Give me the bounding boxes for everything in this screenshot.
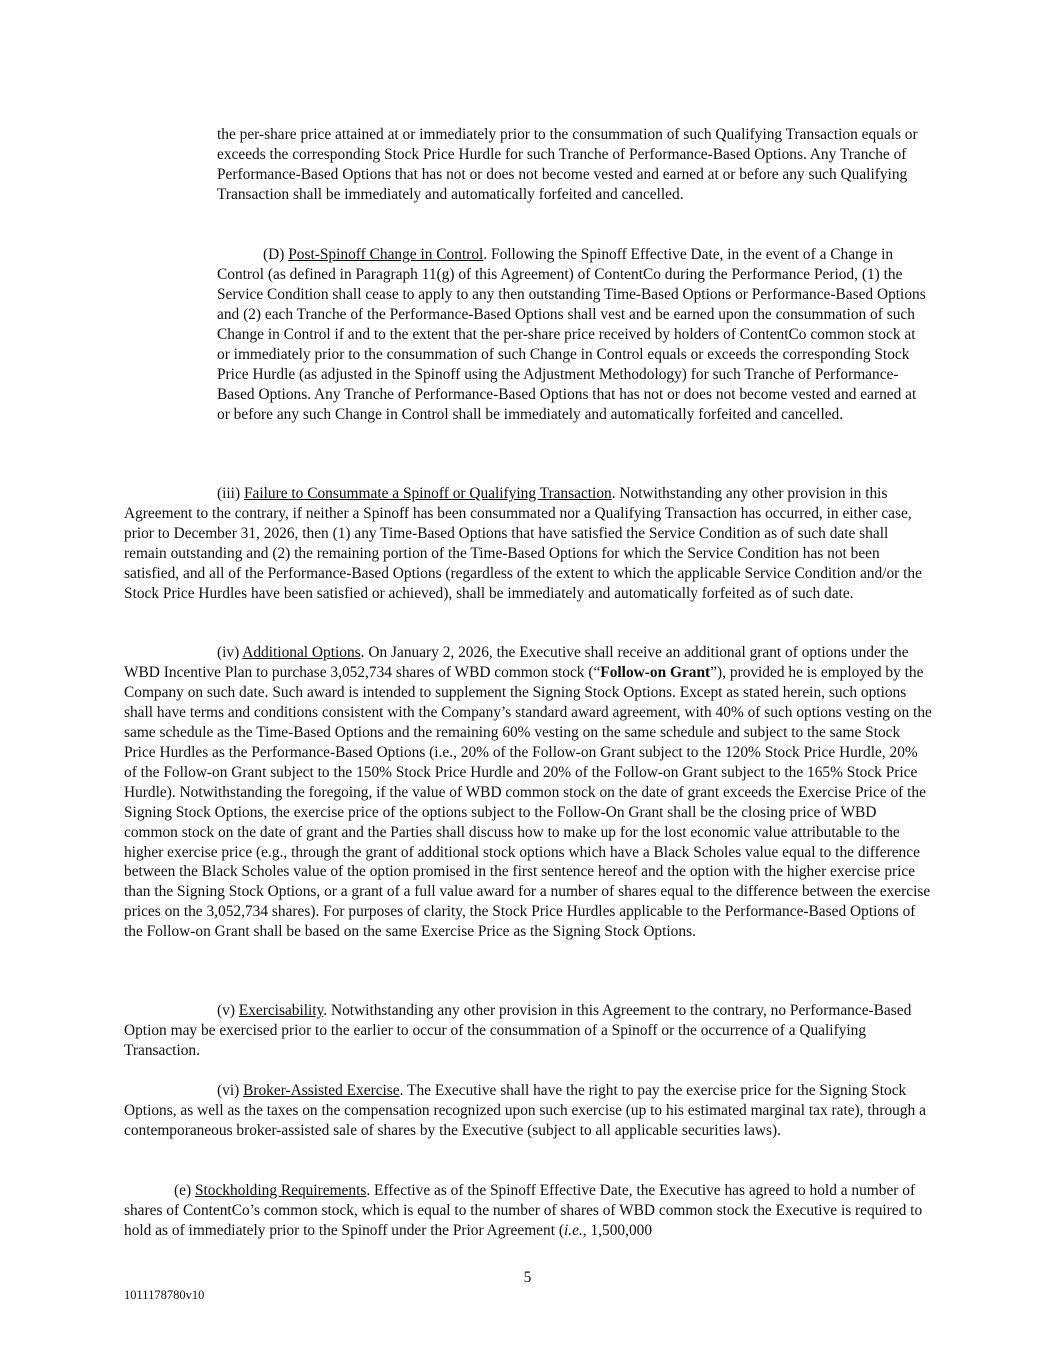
- paragraph-text: . Effective as of the Spinoff Effective Date, the Executive has agreed to hold a number of shares of ContentCo’s common stock, which is equal to the number of shares of WBD common stock the Executive is required to hold as of immediately prior to the Spinoff under the Prior Agreement (: [124, 1182, 923, 1239]
- paragraph-heading: Additional Options: [242, 644, 361, 661]
- document-id: 1011178780v10: [124, 1288, 205, 1302]
- paragraph-text: . Following the Spinoff Effective Date, in the event of a Change in Control (as defined in Paragraph 11(g) of this Agreement) of ContentCo during the Performance Period, (1) the Service Condition shall cease to apply to any then outstanding Time-Based Options or Performance-Based Options and (2) each Tranche of the Performance-Based Options shall vest and be earned upon the consummation of such Change in Control if and to the extent that the per-share price received by holders of ContentCo common stock at or immediately prior to the consummation of such Change in Control equals or exceeds the corresponding Stock Price Hurdle (as adjusted in the Spinoff using the Adjustment Methodology) for such Tranche of Performance-Based Options. Any Tranche of Performance-Based Options that has not or does not become vested and earned at or before any such Change in Control shall be immediately and automatically forfeited and cancelled.: [217, 246, 926, 423]
- italic-term: i.e.: [563, 1221, 583, 1239]
- paragraph-text: . Notwithstanding any other provision in this Agreement to the contrary, no Performance-Based Option may be exercised prior to the earlier to occur of the consummation of a Spinoff or the occurrence of a Qualifying Transaction.: [124, 1002, 912, 1059]
- paragraph-heading: Stockholding Requirements: [194, 1182, 367, 1199]
- paragraph-iv-additional-options: [124, 643, 932, 942]
- paragraph-text: . On January 2, 2026, the Executive shall receive an additional grant of options under the WBD Incentive Plan to purchase 3,052,734 shares of WBD common stock (“: [124, 644, 909, 681]
- paragraph-number: (D): [263, 246, 289, 263]
- paragraph-text: . The Executive shall have the right to pay the exercise price for the Signing Stock Options, as well as the taxes on the compensation recognized upon such exercise (up to his estimated marginal tax rate), through a contemporaneous broker-assisted sale of shares by the Executive (subject to all applicable securities laws).: [124, 1082, 926, 1139]
- paragraph-heading: Failure to Consummate a Spinoff or Qualifying Transaction: [243, 485, 612, 502]
- page-number: 5: [523, 1269, 532, 1286]
- paragraph-heading: Broker-Assisted Exercise: [243, 1082, 400, 1099]
- paragraph-number: (vi): [217, 1082, 244, 1099]
- paragraph-vi-broker-assisted: [124, 1081, 932, 1141]
- paragraph-e-stockholding: [124, 1181, 932, 1241]
- paragraph-D-post-spinoff: [217, 245, 932, 425]
- paragraph-text: . Notwithstanding any other provision in this Agreement to the contrary, if neither a Spinoff has been consummated nor a Qualifying Transaction has occurred, in either case, prior to December 31, 2026, then (1) any Time-Based Options that have satisfied the Service Condition as of such date shall remain outstanding and (2) the remaining portion of the Time-Based Options for which the Service Condition has not been satisfied, and all of the Performance-Based Options (regardless of the extent to which the applicable Service Condition and/or the Stock Price Hurdles have been satisfied or achieved), shall be immediately and automatically forfeited as of such date.: [124, 485, 922, 602]
- paragraph-heading: Post-Spinoff Change in Control: [288, 246, 484, 263]
- paragraph-number: (iii): [217, 485, 244, 502]
- defined-term: Follow-on Grant: [600, 663, 711, 681]
- paragraph-text: the per-share price attained at or immediately prior to the consummation of such Qualifying Transaction equals or exceeds the corresponding Stock Price Hurdle for such Tranche of Performance-Based Options. Any Tranche of Performance-Based Options that has not or does not become vested and earned at or before any such Qualifying Transaction shall be immediately and automatically forfeited and cancelled.: [217, 126, 918, 203]
- paragraph-v-exercisability: [124, 1001, 932, 1061]
- paragraph-text-cont: , 1,500,000: [582, 1221, 653, 1239]
- paragraph-number: (v): [217, 1002, 239, 1019]
- paragraph-number: (iv): [217, 644, 243, 661]
- paragraph-iii-failure: [124, 484, 932, 604]
- paragraph-continuation: [217, 125, 932, 205]
- paragraph-text-cont: ”), provided he is employed by the Company on such date. Such award is intended to supplement the Signing Stock Options. Except as stated herein, such options shall have terms and conditions consistent with the Company’s standard award agreement, with 40% of such options vesting on the same schedule as the Time-Based Options and the remaining 60% vesting on the same schedule and subject to the same Stock Price Hurdles as the Performance-Based Options (i.e., 20% of the Follow-on Grant subject to the 120% Stock Price Hurdle, 20% of the Follow-on Grant subject to the 150% Stock Price Hurdle and 20% of the Follow-on Grant subject to the 165% Stock Price Hurdle). Notwithstanding the foregoing, if the value of WBD common stock on the date of grant exceeds the Exercise Price of the Signing Stock Options, the exercise price of the options subject to the Follow-On Grant shall be the closing price of WBD common stock on the date of grant and the Parties shall discuss how to make up for the lost economic value attributable to the higher exercise price (e.g., through the grant of additional stock options which have a Black Scholes value equal to the difference between the Black Scholes value of the option promised in the first sentence hereof and the option with the higher exercise price than the Signing Stock Options, or a grant of a full value award for a number of shares equal to the difference between the exercise prices on the 3,052,734 shares). For purposes of clarity, the Stock Price Hurdles applicable to the Performance-Based Options of the Follow-on Grant shall be based on the same Exercise Price as the Signing Stock Options.: [124, 663, 932, 941]
- paragraph-number: (e): [174, 1182, 195, 1199]
- paragraph-heading: Exercisability: [238, 1002, 324, 1019]
